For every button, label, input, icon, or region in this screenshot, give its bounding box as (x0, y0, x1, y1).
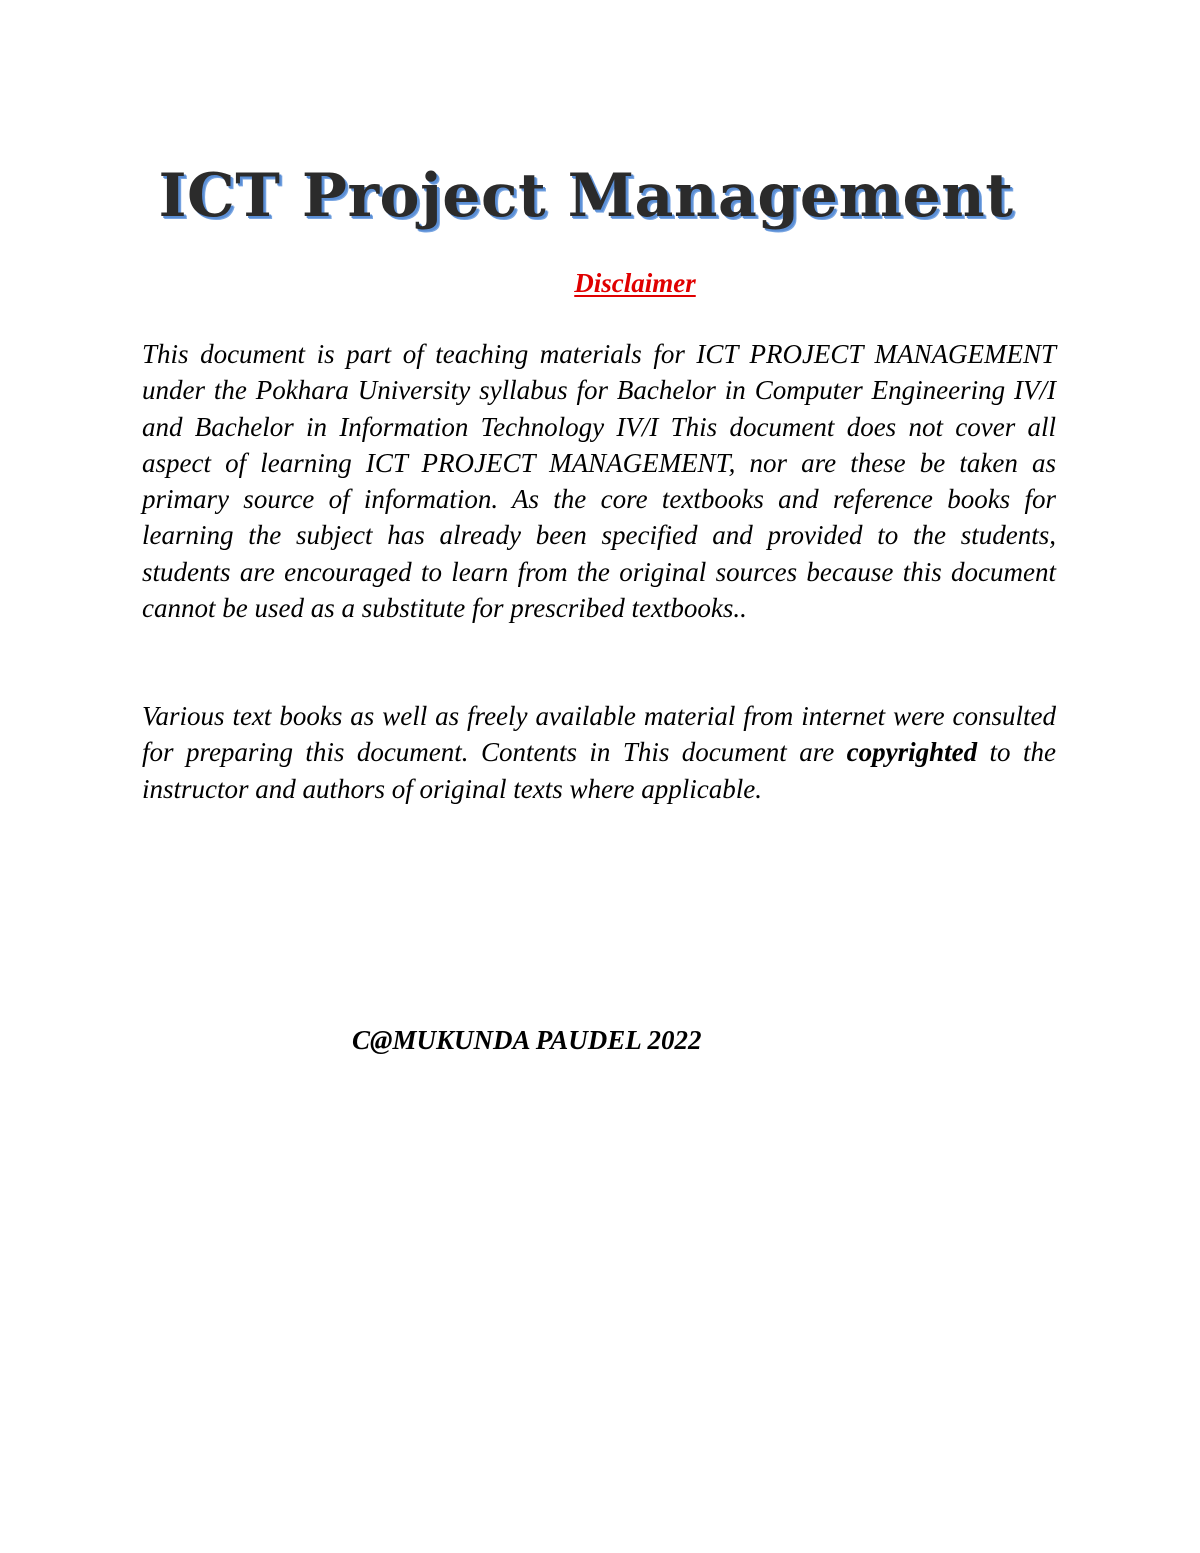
disclaimer-paragraph-2 (142, 698, 1056, 807)
author-signature: C@MUKUNDA PAUDEL 2022 (352, 1025, 702, 1055)
disclaimer-paragraph-1: This document is part of teaching materials for ICT PROJECT MANAGEMENT under the Pokhara University syllabus for Bachelor in Computer Engineering IV/I and Bachelor in Information Technology IV/I This document does not cover all aspect of learning ICT PROJECT MANAGEMENT, nor are these be taken as primary source of information. As the core textbooks and reference books for learning the subject has already been specified and provided to the students, students are encouraged to learn from the original sources because this document cannot be used as a substitute for prescribed textbooks.. (142, 339, 1056, 624)
document-title: ICT Project Management (158, 161, 1014, 231)
paragraph-2-text-before: Various text books as well as freely available material from internet were consulted for preparing this document. Contents in This document are (142, 701, 1056, 768)
copyrighted-emphasis: copyrighted (846, 737, 978, 768)
disclaimer-heading: Disclaimer (574, 268, 696, 298)
paragraph-2-text-after: to the instructor and authors of original texts where applicable. (142, 737, 1056, 804)
